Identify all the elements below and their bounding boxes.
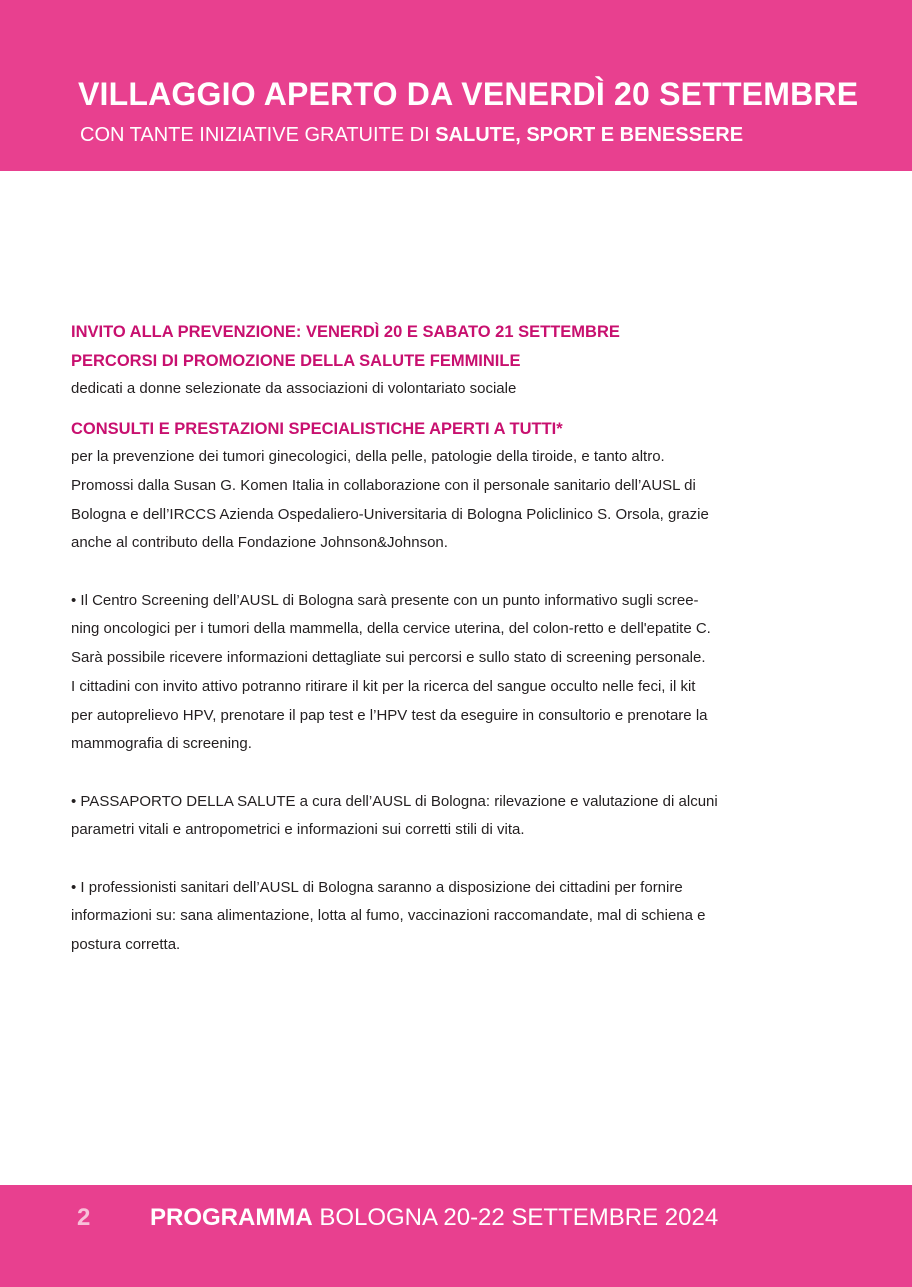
header-banner [0, 0, 912, 171]
footer-label [150, 1204, 718, 1232]
footer-banner [0, 1185, 912, 1287]
subtitle-plain: CON TANTE INIZIATIVE GRATUITE DI [80, 124, 436, 146]
page-number: 2 [77, 1204, 91, 1231]
section2-heading: CONSULTI E PRESTAZIONI SPECIALISTICHE APERTI A TUTTI* [71, 419, 563, 438]
section2-line: per la prevenzione dei tumori ginecologici, della pelle, patologie della tiroide, e tanto altro. [71, 448, 665, 466]
subtitle-bold: SALUTE, SPORT E BENESSERE [435, 124, 744, 146]
section2-line: anche al contributo della Fondazione Johnson&Johnson. [71, 534, 448, 552]
bullet1-line: per autoprelievo HPV, prenotare il pap test e l’HPV test da eseguire in consultorio e prenotare la [71, 706, 708, 724]
section1-heading-line2: PERCORSI DI PROMOZIONE DELLA SALUTE FEMMINILE [71, 351, 521, 370]
footer-label-rest: BOLOGNA 20-22 SETTEMBRE 2024 [312, 1204, 719, 1231]
bullet1-line: ning oncologici per i tumori della mammella, della cervice uterina, del colon-retto e dell'epatite C. [71, 620, 711, 638]
footer-label-bold: PROGRAMMA [150, 1204, 313, 1231]
bullet1-line: • Il Centro Screening dell’AUSL di Bologna sarà presente con un punto informativo sugli scree- [71, 591, 699, 609]
section2-line: Promossi dalla Susan G. Komen Italia in collaborazione con il personale sanitario dell’AUSL di [71, 476, 696, 494]
main-content [71, 318, 851, 960]
page-subtitle [80, 124, 743, 147]
section2-line: Bologna e dell’IRCCS Azienda Ospedaliero-Universitaria di Bologna Policlinico S. Orsola, grazie [71, 505, 709, 523]
bullet1-line: mammografia di screening. [71, 735, 252, 753]
bullet1-line: I cittadini con invito attivo potranno ritirare il kit per la ricerca del sangue occulto nelle feci, il kit [71, 677, 696, 695]
page-title: VILLAGGIO APERTO DA VENERDÌ 20 SETTEMBRE [78, 76, 859, 112]
section1-text: dedicati a donne selezionate da associazioni di volontariato sociale [71, 380, 517, 397]
bullet3-line: informazioni su: sana alimentazione, lotta al fumo, vaccinazioni raccomandate, mal di schiena e [71, 907, 706, 925]
section1-heading-line1: INVITO ALLA PREVENZIONE: VENERDÌ 20 E SABATO 21 SETTEMBRE [71, 323, 620, 341]
bullet2-line: parametri vitali e antropometrici e informazioni sui corretti stili di vita. [71, 821, 525, 839]
bullet3-line: • I professionisti sanitari dell’AUSL di Bologna saranno a disposizione dei cittadini per fornire [71, 878, 683, 896]
bullet1-line: Sarà possibile ricevere informazioni dettagliate sui percorsi e sullo stato di screening personale. [71, 649, 706, 667]
bullet2-line: • PASSAPORTO DELLA SALUTE a cura dell’AUSL di Bologna: rilevazione e valutazione di alcuni [71, 792, 718, 810]
bullet3-line: postura corretta. [71, 936, 181, 954]
